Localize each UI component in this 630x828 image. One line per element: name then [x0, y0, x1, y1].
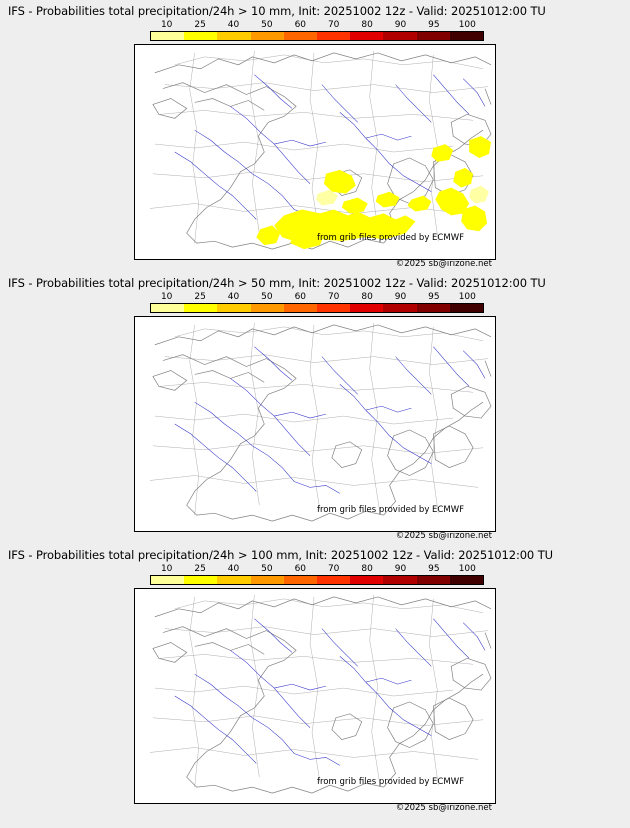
colorbar-tick: 70: [327, 564, 340, 574]
colorbar-tick: 100: [458, 564, 476, 574]
credit-50mm: ©2025 sb@irizone.net: [395, 531, 492, 541]
colorbar-10mm: [0, 20, 630, 44]
colorbar-tick: 50: [261, 564, 273, 574]
panel-title-10mm: IFS - Probabilities total precipitation/24h > 10 mm, Init: 20251002 12z - Valid: 20251012:00 TU: [8, 4, 546, 18]
colorbar-segment: [450, 304, 483, 312]
colorbar-tick: 10: [160, 292, 173, 302]
grib-note-50mm: from grib files provided by ECMWF: [317, 505, 464, 515]
colorbar-segment: [151, 576, 184, 584]
colorbar-tick: 70: [327, 20, 340, 30]
colorbar-tick: 25: [194, 564, 206, 574]
colorbar-tick: 60: [294, 20, 307, 30]
panel-foot-50mm: [0, 532, 630, 544]
map-10mm[interactable]: [134, 44, 496, 260]
colorbar-tick: 80: [361, 292, 373, 302]
credit-10mm: ©2025 sb@irizone.net: [395, 259, 492, 269]
colorbar-segment: [450, 576, 483, 584]
panel-title-50mm: IFS - Probabilities total precipitation/24h > 50 mm, Init: 20251002 12z - Valid: 20251012:00 TU: [8, 276, 546, 290]
colorbar-scale-50mm: [150, 303, 484, 313]
grib-note-100mm: from grib files provided by ECMWF: [317, 777, 464, 787]
panel-100mm: [0, 544, 630, 816]
colorbar-segment: [217, 304, 250, 312]
panel-foot-10mm: [0, 260, 630, 272]
colorbar-segment: [450, 32, 483, 40]
colorbar-segment: [417, 32, 450, 40]
colorbar-segment: [284, 576, 317, 584]
colorbar-tick: 80: [361, 20, 373, 30]
colorbar-segment: [217, 576, 250, 584]
colorbar-labels-50mm: [150, 292, 484, 303]
panel-title-100mm: IFS - Probabilities total precipitation/24h > 100 mm, Init: 20251002 12z - Valid: 20251012:00 TU: [8, 548, 553, 562]
colorbar-50mm: [0, 292, 630, 316]
colorbar-tick: 25: [194, 292, 206, 302]
colorbar-tick: 25: [194, 20, 206, 30]
colorbar-tick: 10: [160, 20, 173, 30]
colorbar-segment: [317, 304, 350, 312]
colorbar-tick: 10: [160, 564, 173, 574]
grib-note-10mm: from grib files provided by ECMWF: [317, 233, 464, 243]
colorbar-segment: [417, 304, 450, 312]
colorbar-segment: [151, 32, 184, 40]
colorbar-segment: [251, 576, 284, 584]
colorbar-segment: [350, 304, 383, 312]
colorbar-segment: [184, 32, 217, 40]
colorbar-tick: 95: [428, 292, 440, 302]
colorbar-segment: [317, 576, 350, 584]
map-100mm[interactable]: [134, 588, 496, 804]
panel-10mm: [0, 0, 630, 272]
colorbar-segment: [350, 32, 383, 40]
colorbar-segment: [284, 32, 317, 40]
colorbar-100mm: [0, 564, 630, 588]
colorbar-tick: 40: [227, 20, 240, 30]
colorbar-tick: 90: [394, 20, 407, 30]
colorbar-tick: 70: [327, 292, 340, 302]
colorbar-segment: [383, 576, 416, 584]
panel-foot-100mm: [0, 804, 630, 816]
colorbar-tick: 95: [428, 20, 440, 30]
colorbar-segment: [284, 304, 317, 312]
colorbar-tick: 95: [428, 564, 440, 574]
colorbar-scale-10mm: [150, 31, 484, 41]
colorbar-labels-100mm: [150, 564, 484, 575]
colorbar-segment: [251, 32, 284, 40]
colorbar-segment: [151, 304, 184, 312]
colorbar-labels-10mm: [150, 20, 484, 31]
colorbar-tick: 50: [261, 292, 273, 302]
map-graphic-50mm: [135, 317, 495, 531]
colorbar-segment: [184, 576, 217, 584]
colorbar-scale-100mm: [150, 575, 484, 585]
colorbar-tick: 100: [458, 20, 476, 30]
credit-100mm: ©2025 sb@irizone.net: [395, 803, 492, 813]
colorbar-segment: [317, 32, 350, 40]
colorbar-segment: [383, 304, 416, 312]
colorbar-segment: [251, 304, 284, 312]
colorbar-segment: [417, 576, 450, 584]
colorbar-tick: 90: [394, 564, 407, 574]
colorbar-segment: [383, 32, 416, 40]
colorbar-tick: 90: [394, 292, 407, 302]
panel-50mm: [0, 272, 630, 544]
colorbar-tick: 60: [294, 292, 307, 302]
colorbar-segment: [184, 304, 217, 312]
colorbar-tick: 40: [227, 564, 240, 574]
colorbar-segment: [350, 576, 383, 584]
colorbar-tick: 60: [294, 564, 307, 574]
map-graphic-100mm: [135, 589, 495, 803]
colorbar-tick: 50: [261, 20, 273, 30]
colorbar-tick: 80: [361, 564, 373, 574]
map-graphic-10mm: [135, 45, 495, 259]
map-50mm[interactable]: [134, 316, 496, 532]
colorbar-segment: [217, 32, 250, 40]
colorbar-tick: 100: [458, 292, 476, 302]
colorbar-tick: 40: [227, 292, 240, 302]
